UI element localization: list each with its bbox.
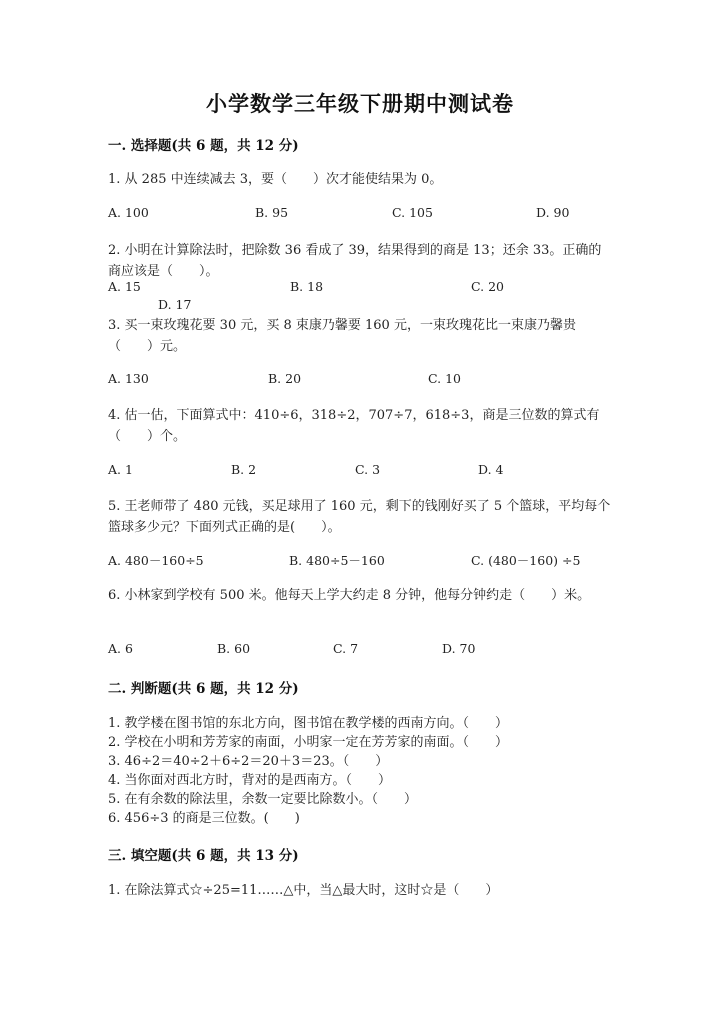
option: C. (480－160) ÷5 — [471, 553, 581, 568]
option: A. 130 — [108, 371, 149, 386]
option: C. 105 — [392, 205, 433, 220]
option: A. 480－160÷5 — [108, 553, 204, 568]
option: A. 6 — [108, 641, 133, 656]
judge-item: 2. 学校在小明和芳芳家的南面，小明家一定在芳芳家的南面。（ ） — [108, 735, 509, 750]
page-title: 小学数学三年级下册期中测试卷 — [206, 91, 514, 116]
question-stem: 2. 小明在计算除法时，把除数 36 看成了 39，结果得到的商是 13；还余 33。正确的商应该是（ ）。 — [108, 243, 602, 279]
judge-item: 1. 教学楼在图书馆的东北方向，图书馆在教学楼的西南方向。（ ） — [108, 716, 509, 731]
judge-item: 3. 46÷2＝40÷2＋6÷2＝20＋3＝23。（ ） — [108, 754, 389, 769]
option: C. 20 — [471, 279, 504, 294]
option: D. 4 — [478, 462, 504, 477]
judge-item: 4. 当你面对西北方时，背对的是西南方。（ ） — [108, 773, 392, 788]
question-stem: 6. 小林家到学校有 500 米。他每天上学大约走 8 分钟，他每分钟约走（ ）米。 — [108, 588, 591, 603]
question-stem: 5. 王老师带了 480 元钱，买足球用了 160 元，剩下的钱刚好买了 5 个篮球，平均每个篮球多少元？下面列式正确的是( ）。 — [108, 499, 611, 535]
fill-item: 1. 在除法算式☆÷25=11……△中，当△最大时，这时☆是（ ） — [108, 883, 499, 898]
option: B. 20 — [268, 371, 302, 386]
option: B. 480÷5－160 — [289, 553, 385, 568]
option: D. 70 — [442, 641, 476, 656]
option: A. 1 — [108, 462, 133, 477]
option: B. 60 — [217, 641, 251, 656]
section-heading-fill: 三. 填空题(共 6 题，共 13 分) — [108, 848, 299, 864]
judge-item: 5. 在有余数的除法里，余数一定要比除数小。（ ） — [108, 792, 418, 807]
option: A. 15 — [108, 279, 141, 294]
judge-item: 6. 456÷3 的商是三位数。( ) — [108, 811, 300, 826]
option: C. 7 — [333, 641, 359, 656]
option: D. 17 — [158, 297, 192, 312]
option: B. 2 — [231, 462, 257, 477]
option: C. 3 — [355, 462, 381, 477]
option: D. 90 — [536, 205, 570, 220]
option: A. 100 — [108, 205, 149, 220]
section-heading-choice: 一. 选择题(共 6 题，共 12 分) — [108, 138, 299, 154]
option: B. 95 — [255, 205, 289, 220]
section-heading-judge: 二. 判断题(共 6 题，共 12 分) — [108, 681, 299, 697]
question-stem: 1. 从 285 中连续减去 3，要（ ）次才能使结果为 0。 — [108, 172, 443, 187]
option: B. 18 — [290, 279, 324, 294]
question-stem: 4. 估一估，下面算式中：410÷6，318÷2，707÷7，618÷3，商是三位数的算式有（ ）个。 — [108, 408, 600, 444]
option: C. 10 — [428, 371, 461, 386]
question-stem: 3. 买一束玫瑰花要 30 元，买 8 束康乃馨要 160 元，一束玫瑰花比一束康乃馨贵（ ）元。 — [108, 318, 576, 354]
